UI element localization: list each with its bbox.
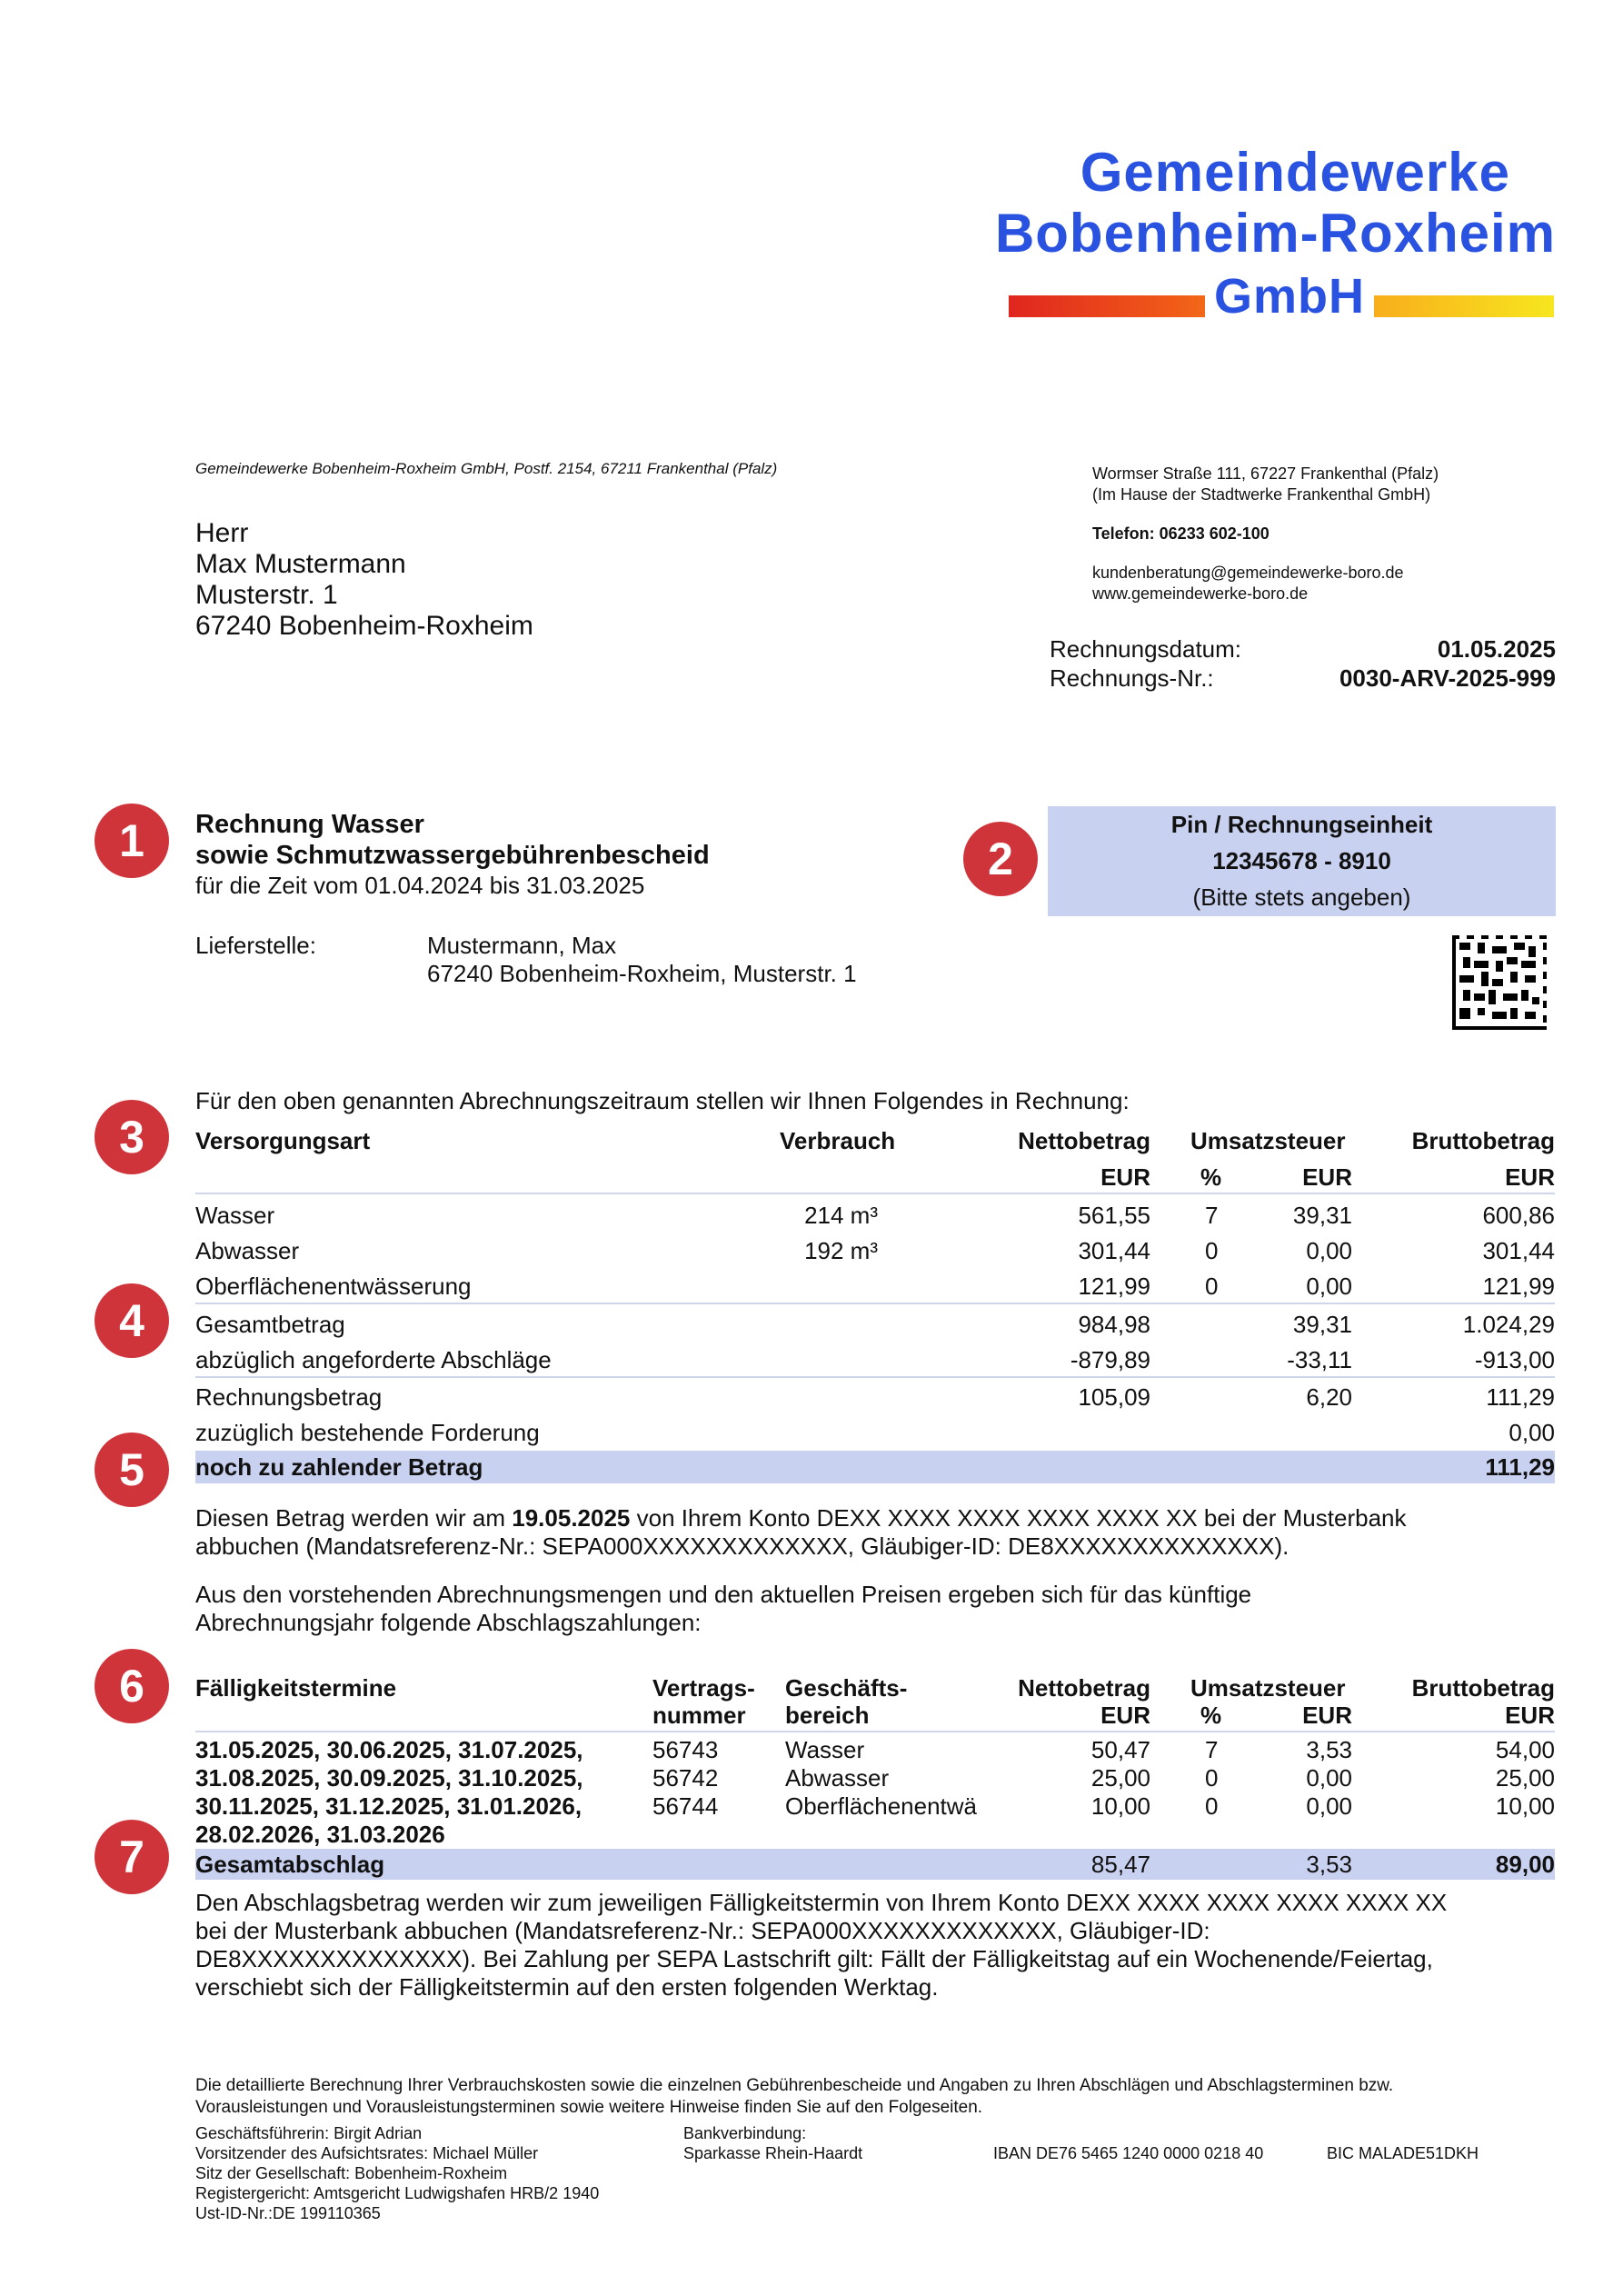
advance-text-line: DE8XXXXXXXXXXXXXX). Bei Zahlung per SEPA Lastschrift gilt: Fällt der Fälligkeitstag auf ein Wochenende/Feiertag,	[195, 1945, 1433, 1972]
billing-total-net: 984,98	[1078, 1311, 1150, 1338]
step-badge-3: 3	[95, 1100, 169, 1174]
logo-line-2: Bobenheim-Roxheim	[994, 203, 1556, 264]
footer-bank-name: Sparkasse Rhein-Haardt	[683, 2144, 863, 2162]
recipient-name: Max Mustermann	[195, 549, 406, 579]
advance-row-net: 50,47	[1090, 1736, 1150, 1763]
step-badge-2: 2	[963, 822, 1038, 896]
footer-bank	[683, 2123, 862, 2163]
advance-total-gross: 89,00	[1495, 1851, 1555, 1878]
billing-rows-rule	[195, 1303, 1555, 1304]
sender-line: Gemeindewerke Bobenheim-Roxheim GmbH, Postf. 2154, 67211 Frankenthal (Pfalz)	[195, 460, 778, 477]
advance-header-contract-1: Vertrags-	[652, 1674, 755, 1702]
advance-total-vat: 3,53	[1306, 1851, 1352, 1878]
advance-header-dates: Fälligkeitstermine	[195, 1674, 397, 1702]
advance-due-dates-line: 28.02.2026, 31.03.2026	[195, 1821, 445, 1848]
step-badge-7: 7	[95, 1820, 169, 1894]
advance-row-area: Abwasser	[785, 1764, 890, 1792]
advance-header-net: Nettobetrag	[1018, 1674, 1150, 1702]
advance-total-net: 85,47	[1090, 1851, 1150, 1878]
company-address-note: (Im Hause der Stadtwerke Frankenthal GmbH)	[1092, 485, 1431, 504]
pin-box	[1048, 806, 1556, 916]
advance-header-vat: Umsatzsteuer	[1190, 1674, 1346, 1702]
delivery-name: Mustermann, Max	[427, 932, 617, 959]
payment-text-part2: von Ihrem Konto DEXX XXXX XXXX XXXX XXXX XX bei der Musterbank	[630, 1504, 1407, 1532]
billing-row-consumption: 192 m³	[804, 1237, 878, 1264]
billing-deductions-vat: -33,11	[1287, 1346, 1352, 1373]
advance-total-label: Gesamtabschlag	[195, 1851, 385, 1878]
billing-row-type: Wasser	[195, 1202, 275, 1229]
billing-header-rule	[195, 1193, 1555, 1194]
billing-row-pct: 7	[1205, 1202, 1219, 1229]
logo-line-3: GmbH	[1205, 268, 1374, 324]
advance-intro-line1: Aus den vorstehenden Abrechnungsmengen und den aktuellen Preisen ergeben sich für das künftige	[195, 1581, 1252, 1608]
advance-text-line: bei der Musterbank abbuchen (Mandatsreferenz-Nr.: SEPA000XXXXXXXXXXXXX, Gläubiger-ID:	[195, 1917, 1210, 1944]
footer-bic: BIC MALADE51DKH	[1327, 2144, 1479, 2162]
delivery-address: 67240 Bobenheim-Roxheim, Musterstr. 1	[427, 960, 857, 987]
advance-text-line: verschiebt sich der Fälligkeitstermin auf den ersten folgenden Werktag.	[195, 1973, 939, 2001]
footer-company	[195, 2123, 599, 2223]
footer-company-line: Sitz der Gesellschaft: Bobenheim-Roxheim	[195, 2164, 508, 2182]
invoice-number-label: Rechnungs-Nr.:	[1050, 664, 1214, 692]
delivery-label: Lieferstelle:	[195, 932, 316, 959]
advance-due-dates	[195, 1736, 583, 1849]
footer-company-line: Vorsitzender des Aufsichtsrates: Michael Müller	[195, 2144, 539, 2162]
company-phone: Telefon: 06233 602-100	[1092, 524, 1270, 543]
pin-box-title: Pin / Rechnungseinheit	[1170, 811, 1433, 838]
billing-deductions-rule	[195, 1376, 1555, 1378]
payment-text-line2: abbuchen (Mandatsreferenz-Nr.: SEPA000XXXXXXXXXXXXX, Gläubiger-ID: DE8XXXXXXXXXXXXXX).	[195, 1532, 1289, 1560]
billing-existing-claim-gross: 0,00	[1508, 1419, 1555, 1446]
advance-due-dates-line: 31.05.2025, 30.06.2025, 31.07.2025,	[195, 1736, 583, 1763]
billing-row-gross: 121,99	[1482, 1273, 1555, 1300]
billing-total-vat: 39,31	[1292, 1311, 1352, 1338]
billing-row-vat: 0,00	[1306, 1237, 1352, 1264]
footer-iban: IBAN DE76 5465 1240 0000 0218 40	[993, 2144, 1264, 2162]
advance-row-pct: 0	[1205, 1764, 1219, 1792]
advance-header-area-1: Geschäfts-	[785, 1674, 908, 1702]
billing-existing-claim-label: zuzüglich bestehende Forderung	[195, 1419, 540, 1446]
advance-row-net: 10,00	[1090, 1792, 1150, 1820]
company-website[interactable]: www.gemeindewerke-boro.de	[1092, 584, 1309, 603]
billing-invoice-amount-label: Rechnungsbetrag	[195, 1383, 383, 1411]
billing-header-pct-unit: %	[1200, 1163, 1222, 1191]
advance-header-vat-unit: EUR	[1302, 1702, 1352, 1729]
recipient-salutation: Herr	[195, 518, 249, 548]
billing-header-vat-unit: EUR	[1302, 1163, 1352, 1191]
billing-invoice-amount-gross: 111,29	[1486, 1383, 1555, 1411]
billing-total-gross: 1.024,29	[1462, 1311, 1555, 1338]
advance-row-pct: 0	[1205, 1792, 1219, 1820]
advance-row-contract: 56744	[652, 1792, 719, 1820]
invoice-period: für die Zeit vom 01.04.2024 bis 31.03.2025	[195, 872, 645, 899]
billing-row-pct: 0	[1205, 1273, 1219, 1300]
advance-row-vat: 3,53	[1306, 1736, 1352, 1763]
pin-box-value: 12345678 - 8910	[1212, 847, 1391, 874]
billing-row-vat: 0,00	[1306, 1273, 1352, 1300]
footer-note-line2: Vorausleistungen und Vorausleistungsterminen sowie weitere Hinweise finden Sie auf den Folgeseiten.	[195, 2098, 983, 2117]
payment-text	[195, 1504, 1558, 1561]
step-badge-4: 4	[95, 1283, 169, 1358]
advance-row-area: Wasser	[785, 1736, 865, 1763]
step-badge-6: 6	[95, 1649, 169, 1723]
billing-row-net: 561,55	[1078, 1202, 1150, 1229]
billing-deductions-net: -879,89	[1070, 1346, 1150, 1373]
billing-header-net: Nettobetrag	[1018, 1127, 1150, 1154]
advance-due-dates-line: 30.11.2025, 31.12.2025, 31.01.2026,	[195, 1792, 582, 1820]
invoice-date-label: Rechnungsdatum:	[1050, 635, 1242, 663]
advance-intro-line2: Abrechnungsjahr folgende Abschlagszahlungen:	[195, 1609, 702, 1636]
billing-deductions-label: abzüglich angeforderte Abschläge	[195, 1346, 552, 1373]
billing-invoice-amount-vat: 6,20	[1306, 1383, 1352, 1411]
payment-date: 19.05.2025	[512, 1504, 631, 1532]
billing-header-net-unit: EUR	[1100, 1163, 1150, 1191]
advance-row-vat: 0,00	[1306, 1792, 1352, 1820]
step-badge-5: 5	[95, 1433, 169, 1507]
billing-row-vat: 39,31	[1292, 1202, 1352, 1229]
advance-header-pct-unit: %	[1200, 1702, 1222, 1729]
billing-due-gross: 111,29	[1485, 1453, 1555, 1481]
recipient-street: Musterstr. 1	[195, 580, 338, 610]
advance-row-gross: 54,00	[1495, 1736, 1555, 1763]
advance-header-contract-2: nummer	[652, 1702, 746, 1729]
billing-due-label: noch zu zahlender Betrag	[195, 1453, 483, 1481]
billing-invoice-amount-net: 105,09	[1078, 1383, 1150, 1411]
company-email[interactable]: kundenberatung@gemeindewerke-boro.de	[1092, 564, 1404, 582]
billing-row-net: 301,44	[1078, 1237, 1150, 1264]
footer-company-line: Registergericht: Amtsgericht Ludwigshafen HRB/2 1940	[195, 2184, 600, 2202]
footer-company-line: Geschäftsführerin: Birgit Adrian	[195, 2124, 423, 2142]
invoice-number-value: 0030-ARV-2025-999	[1339, 664, 1556, 692]
advance-header-area-2: bereich	[785, 1702, 870, 1729]
advance-row-gross: 10,00	[1495, 1792, 1555, 1820]
billing-header-consumption: Verbrauch	[780, 1127, 896, 1154]
footer-note-line1: Die detaillierte Berechnung Ihrer Verbrauchskosten sowie die einzelnen Gebührenbescheide und Angaben zu Ihren Abschlägen und Abschlagsterminen bzw.	[195, 2076, 1394, 2095]
advance-row-net: 25,00	[1090, 1764, 1150, 1792]
step-badge-1: 1	[95, 804, 169, 878]
company-contact	[1092, 464, 1439, 604]
billing-row-consumption: 214 m³	[804, 1202, 878, 1229]
delivery-point	[427, 932, 857, 988]
advance-header-gross-unit: EUR	[1505, 1702, 1555, 1729]
billing-row-net: 121,99	[1078, 1273, 1150, 1300]
invoice-title-line-2: sowie Schmutzwassergebührenbescheid	[195, 841, 710, 870]
recipient-address	[195, 518, 533, 642]
footer-note	[195, 2075, 1393, 2119]
billing-row-gross: 600,86	[1482, 1202, 1555, 1229]
billing-row-type: Abwasser	[195, 1237, 300, 1264]
advance-header-net-unit: EUR	[1100, 1702, 1150, 1729]
advance-row-area: Oberflächenentwä	[785, 1792, 978, 1820]
payment-text-part1: Diesen Betrag werden wir am	[195, 1504, 513, 1532]
billing-header-gross: Bruttobetrag	[1411, 1127, 1555, 1154]
advance-due-dates-line: 31.08.2025, 30.09.2025, 31.10.2025,	[195, 1764, 583, 1792]
invoice-title	[195, 809, 710, 900]
company-address: Wormser Straße 111, 67227 Frankenthal (Pfalz)	[1092, 464, 1439, 483]
advance-intro	[195, 1581, 1251, 1637]
billing-row-gross: 301,44	[1482, 1237, 1555, 1264]
advance-row-contract: 56742	[652, 1764, 719, 1792]
billing-header-vat: Umsatzsteuer	[1190, 1127, 1346, 1154]
advance-header-gross: Bruttobetrag	[1411, 1674, 1555, 1702]
advance-text-line: Den Abschlagsbetrag werden wir zum jeweiligen Fälligkeitstermin von Ihrem Konto DEXX XXXX XXXX XXXX XXXX XX	[195, 1889, 1448, 1916]
billing-row-pct: 0	[1205, 1237, 1219, 1264]
advance-header-rule	[195, 1731, 1555, 1732]
datamatrix-code	[1452, 935, 1547, 1030]
billing-header-gross-unit: EUR	[1505, 1163, 1555, 1191]
invoice-date-value: 01.05.2025	[1437, 635, 1556, 663]
logo-line-1: Gemeindewerke	[1080, 142, 1510, 203]
billing-total-label: Gesamtbetrag	[195, 1311, 345, 1338]
billing-deductions-gross: -913,00	[1474, 1346, 1555, 1373]
company-logo	[994, 136, 1556, 327]
advance-row-pct: 7	[1205, 1736, 1219, 1763]
invoice-meta	[1050, 634, 1556, 693]
billing-header-type: Versorgungsart	[195, 1127, 371, 1154]
advance-row-contract: 56743	[652, 1736, 719, 1763]
billing-intro: Für den oben genannten Abrechnungszeitraum stellen wir Ihnen Folgendes in Rechnung:	[195, 1087, 1130, 1114]
footer-bank-label: Bankverbindung:	[683, 2124, 807, 2142]
advance-row-vat: 0,00	[1306, 1764, 1352, 1792]
pin-box-note: (Bitte stets angeben)	[1192, 883, 1411, 911]
advance-row-gross: 25,00	[1495, 1764, 1555, 1792]
footer-company-line: Ust-ID-Nr.:DE 199110365	[195, 2204, 381, 2222]
billing-row-type: Oberflächenentwässerung	[195, 1273, 472, 1300]
recipient-city: 67240 Bobenheim-Roxheim	[195, 611, 533, 641]
advance-text	[195, 1889, 1447, 2002]
invoice-title-line-1: Rechnung Wasser	[195, 810, 424, 839]
